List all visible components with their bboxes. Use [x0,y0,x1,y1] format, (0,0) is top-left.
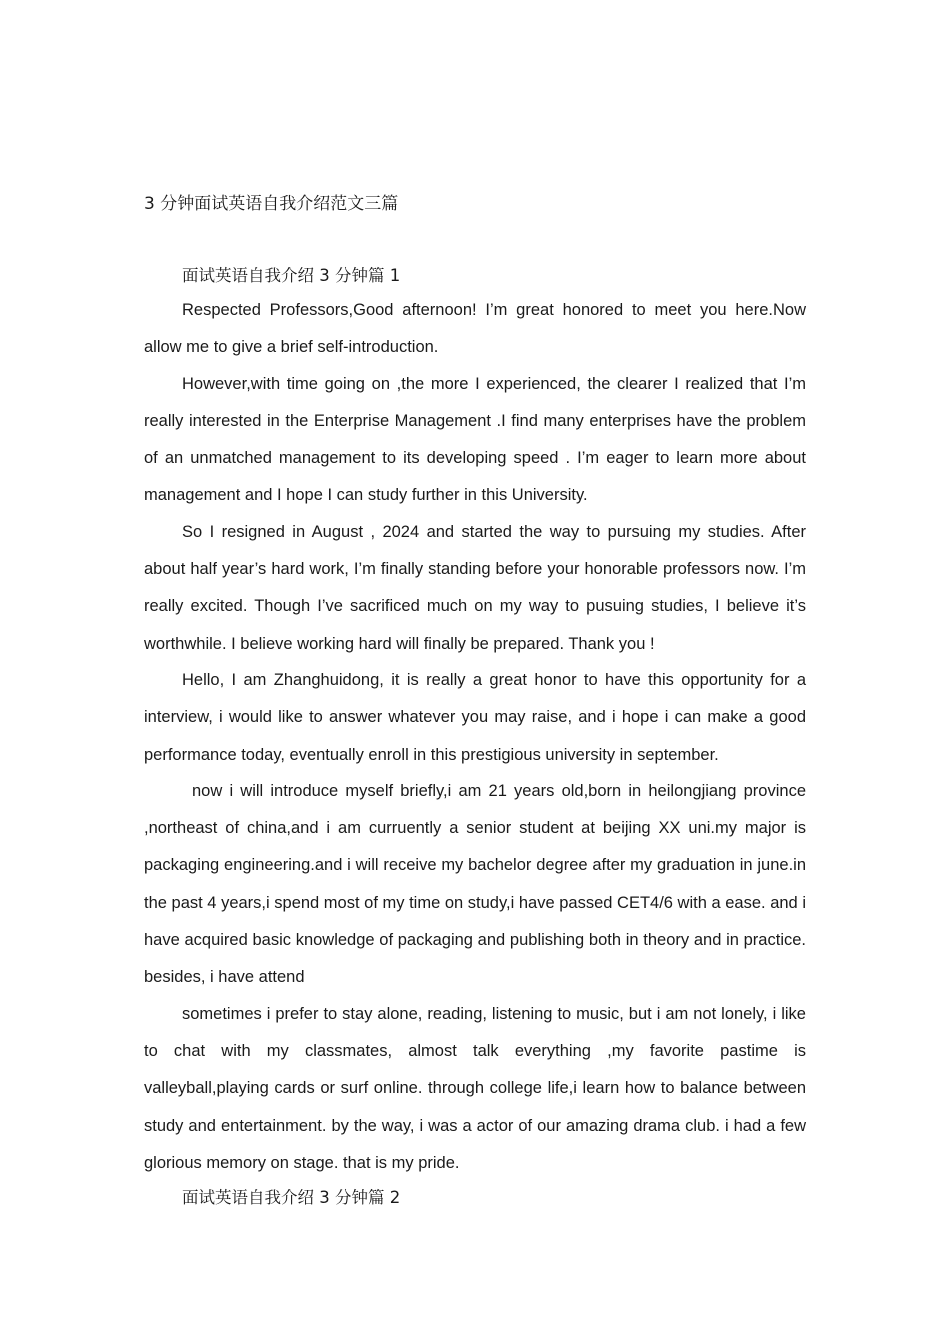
paragraph-hobbies: sometimes i prefer to stay alone, reading, listening to music, but i am not lonely, i like to chat with my classmates, almost talk everything ,my favorite pastime is valleyball,playing cards or surf online. through college life,i learn how to balance between study and entertainment. by the way, i was a actor of our amazing drama club. i had a few glorious memory on stage. that is my pride. [144,1004,806,1172]
document-title: 3 分钟面试英语自我介绍范文三篇 [144,194,399,214]
paragraph-resigned: So I resigned in August , 2024 and started the way to pursuing my studies. After about half year’s hard work, I’m finally standing before your honorable professors now. I’m really excited. Though I’ve sacrificed much on my way to pusuing studies, I believe it’s worthwhile. I believe working hard will finally be prepared. Thank you ! [144,522,806,653]
section-heading-2: 面试英语自我介绍 3 分钟篇 2 [182,1188,401,1208]
paragraph-background: now i will introduce myself briefly,i am 21 years old,born in heilongjiang province ,northeast of china,and i am curruently a senior student at beijing XX uni.my major is packaging engineering.and i will receive my bachelor degree after my graduation in june.in the past 4 years,i spend most of my time on study,i have passed CET4/6 with a ease. and i have acquired basic knowledge of packaging and publishing both in theory and in practice. besides, i have attend [144,781,806,987]
paragraph-hello: Hello, I am Zhanghuidong, it is really a great honor to have this opportunity for a interview, i would like to answer whatever you may raise, and i hope i can make a good performance today, eventually enroll in this prestigious university in september. [144,670,806,764]
section-heading-1: 面试英语自我介绍 3 分钟篇 1 [182,266,401,285]
paragraph-interest: However,with time going on ,the more I experienced, the clearer I realized that I’m really interested in the Enterprise Management .I find many enterprises have the problem of an unmatched management to its developing speed . I’m eager to learn more about management and I hope I can study further in this University. [144,374,806,505]
document-body [144,262,806,1212]
paragraph-greeting: Respected Professors,Good afternoon! I’m great honored to meet you here.Now allow me to give a brief self-introduction. [144,301,806,357]
